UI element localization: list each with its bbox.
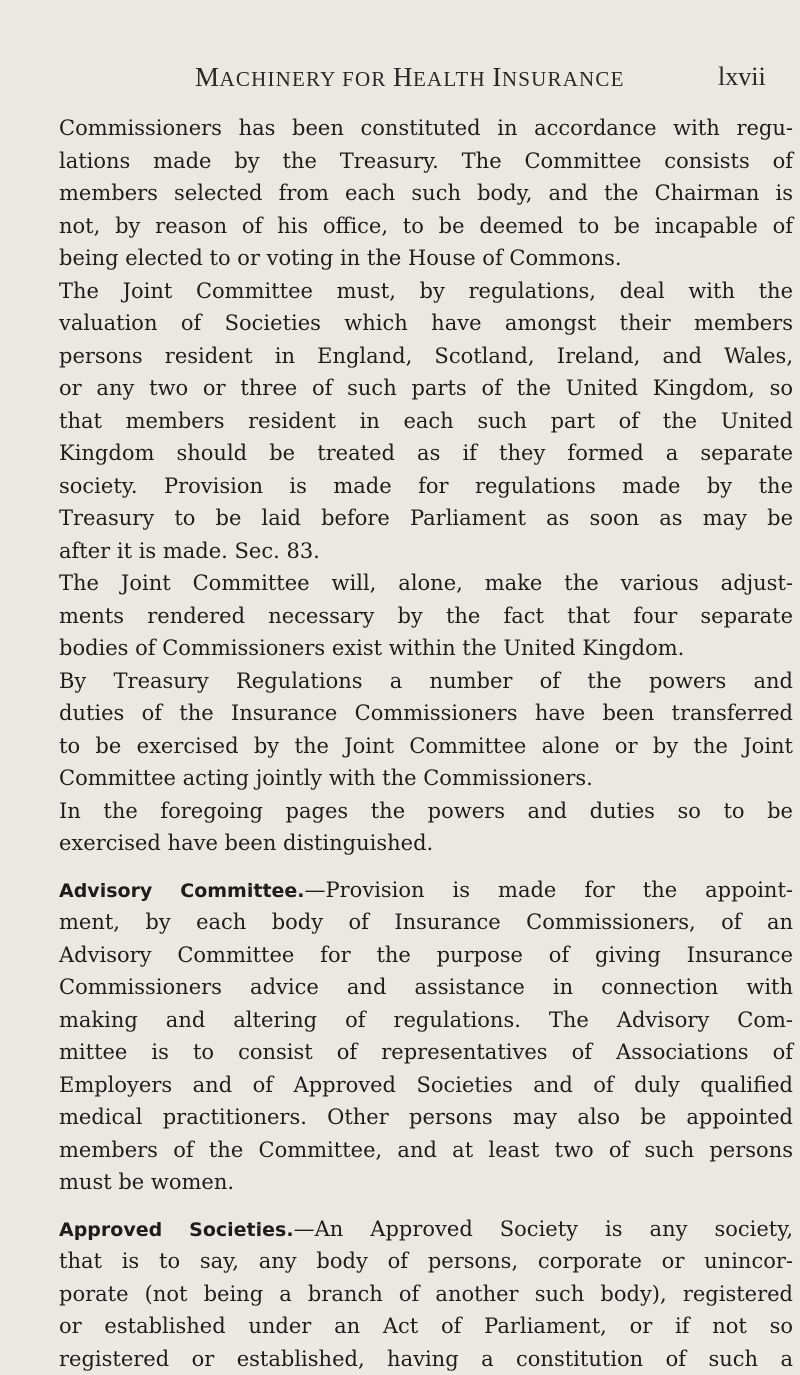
text-line: medical practitioners. Other persons may also be appointed: [59, 1101, 793, 1134]
section-heading: Approved Societies.: [59, 1219, 294, 1241]
text-line: Advisory Committee for the purpose of giving Insurance: [59, 939, 793, 972]
page-number: lxvii: [718, 62, 766, 92]
text-line: members selected from each such body, and the Chairman is: [59, 177, 793, 210]
paragraph: [59, 795, 793, 860]
section-advisory-committee: [59, 874, 793, 1199]
text-line: society. Provision is made for regulations made by the: [59, 470, 793, 503]
section-heading: Advisory Committee.: [59, 880, 305, 902]
running-title-initial-3: I: [492, 62, 502, 92]
text-line: By Treasury Regulations a number of the powers and: [59, 665, 793, 698]
running-title-part-3: NSURANCE: [502, 67, 625, 91]
text-line: exercised have been distinguished.: [59, 827, 793, 860]
running-title-part-2: EALTH: [413, 67, 492, 91]
text-line: lations made by the Treasury. The Committee consists of: [59, 145, 793, 178]
text-line: after it is made. Sec. 83.: [59, 535, 793, 568]
text-line: Kingdom should be treated as if they formed a separate: [59, 437, 793, 470]
text-line: that members resident in each such part of the United: [59, 405, 793, 438]
text-line: must be women.: [59, 1166, 793, 1199]
text-line: valuation of Societies which have amongst their members: [59, 307, 793, 340]
text-line: or any two or three of such parts of the United Kingdom, so: [59, 372, 793, 405]
text-line: Employers and of Approved Societies and of duly qualified: [59, 1069, 793, 1102]
running-title-initial-1: M: [195, 62, 220, 92]
text-line: Commissioners has been constituted in accordance with regu-: [59, 112, 793, 145]
text-run: —Provision is made for the appoint-: [305, 878, 793, 902]
paragraph-gap: [59, 1199, 793, 1213]
paragraph-gap: [59, 860, 793, 874]
text-line: bodies of Commissioners exist within the United Kingdom.: [59, 632, 793, 665]
text-line: registered or established, having a constitution of such a: [59, 1343, 793, 1375]
text-line: that is to say, any body of persons, corporate or unincor-: [59, 1245, 793, 1278]
text-line: The Joint Committee must, by regulations, deal with the: [59, 275, 793, 308]
text-line: porate (not being a branch of another such body), registered: [59, 1278, 793, 1311]
paragraph: [59, 567, 793, 665]
body-text: [59, 112, 793, 1375]
text-line: or established under an Act of Parliament, or if not so: [59, 1310, 793, 1343]
running-title-part-1: ACHINERY FOR: [220, 67, 394, 91]
text-line: members of the Committee, and at least two of such persons: [59, 1134, 793, 1167]
paragraph: [59, 275, 793, 568]
text-run: —An Approved Society is any society,: [294, 1217, 793, 1241]
text-line: Committee acting jointly with the Commissioners.: [59, 762, 793, 795]
text-line: [59, 874, 793, 907]
text-line: ment, by each body of Insurance Commissioners, of an: [59, 906, 793, 939]
text-line: making and altering of regulations. The Advisory Com-: [59, 1004, 793, 1037]
paragraph: [59, 665, 793, 795]
text-line: mittee is to consist of representatives of Associations of: [59, 1036, 793, 1069]
running-head: [0, 62, 800, 96]
text-line: persons resident in England, Scotland, Ireland, and Wales,: [59, 340, 793, 373]
paragraph: [59, 112, 793, 275]
running-title-initial-2: H: [393, 62, 413, 92]
text-line: duties of the Insurance Commissioners have been transferred: [59, 697, 793, 730]
text-line: [59, 1213, 793, 1246]
text-line: Commissioners advice and assistance in connection with: [59, 971, 793, 1004]
section-approved-societies: [59, 1213, 793, 1375]
text-line: being elected to or voting in the House of Commons.: [59, 242, 793, 275]
text-line: In the foregoing pages the powers and duties so to be: [59, 795, 793, 828]
text-line: Treasury to be laid before Parliament as soon as may be: [59, 502, 793, 535]
text-line: The Joint Committee will, alone, make the various adjust-: [59, 567, 793, 600]
text-line: not, by reason of his office, to be deemed to be incapable of: [59, 210, 793, 243]
text-line: ments rendered necessary by the fact that four separate: [59, 600, 793, 633]
running-title: [195, 62, 625, 93]
text-line: to be exercised by the Joint Committee alone or by the Joint: [59, 730, 793, 763]
